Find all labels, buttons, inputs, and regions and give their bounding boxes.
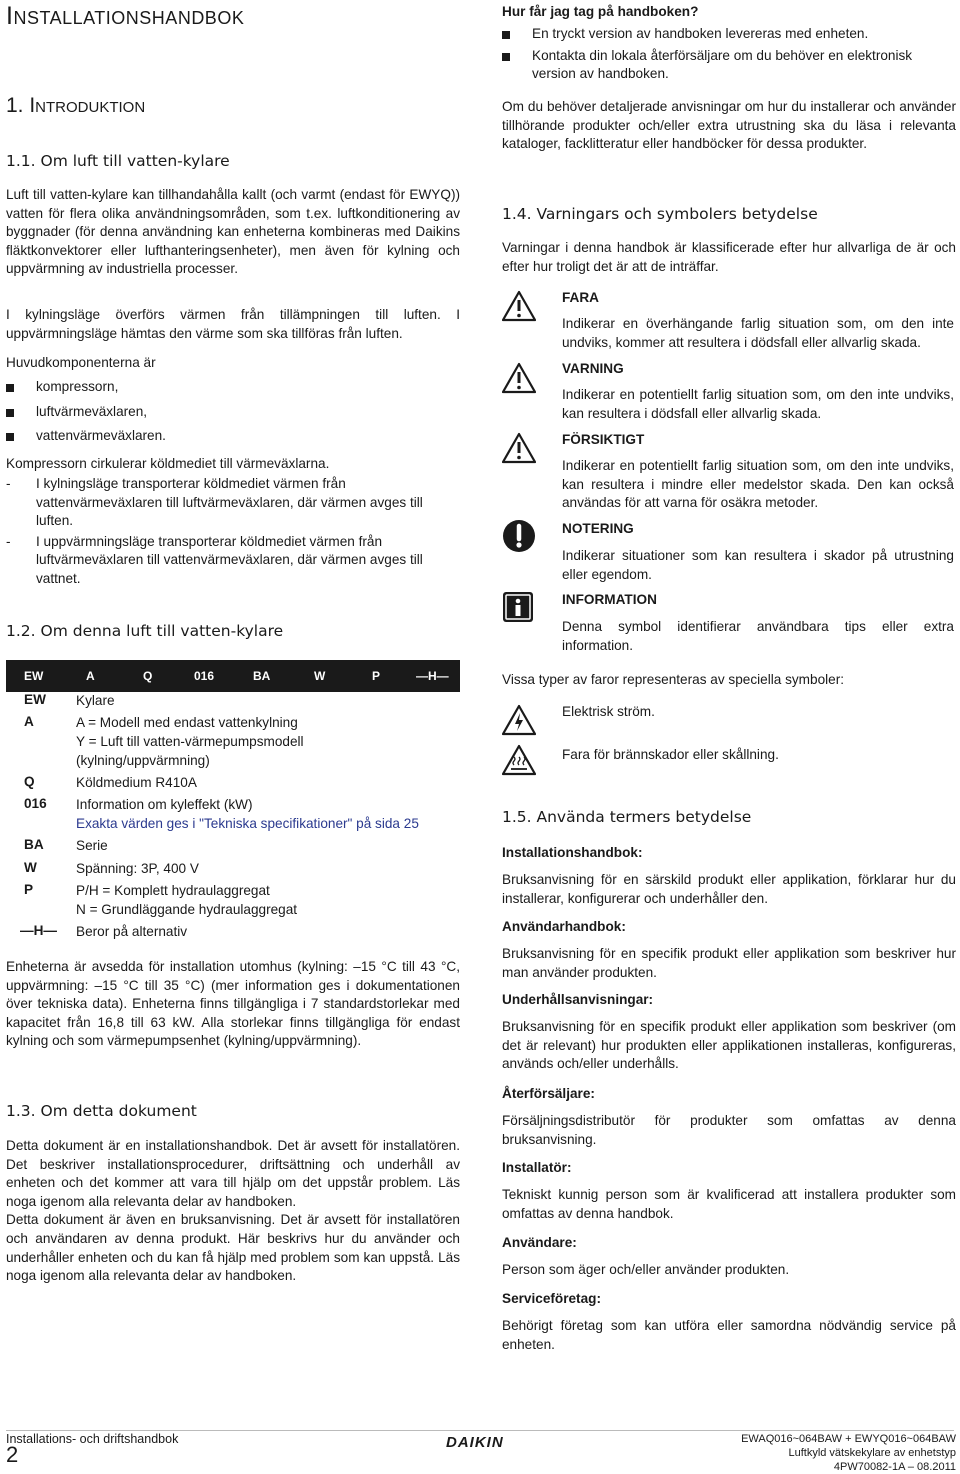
daikin-logo: DAIKIN bbox=[446, 1434, 504, 1451]
compressor-paragraph: Kompressorn cirkulerar köldmediet till värmeväxlarna. bbox=[6, 456, 330, 471]
warnings-intro: Varningar i denna handbok är klassificerade efter hur allvarliga de är och efter hur troligt det är att de inträffar. bbox=[502, 240, 956, 274]
refrigerant-dash-list bbox=[6, 475, 460, 589]
term-serviceforetag: Serviceföretag: bbox=[502, 1291, 601, 1306]
info-icon bbox=[502, 591, 542, 631]
term-anvandarhandbok: Användarhandbok: bbox=[502, 919, 626, 934]
hot-surface-icon bbox=[502, 744, 542, 784]
bullet-square-icon bbox=[6, 433, 14, 441]
term-underhallsanvisningar: Underhållsanvisningar: bbox=[502, 992, 654, 1007]
warning-title-varning: VARNING bbox=[562, 361, 624, 376]
page-number: 2 bbox=[6, 1442, 19, 1467]
list-item: - I kylningsläge transporterar köldmediet värmen från vattenvärmeväxlaren till luftvärmeväxlaren, där värmen avges till luften. bbox=[6, 476, 423, 529]
bullet-square-icon bbox=[502, 31, 510, 39]
header-cell: W bbox=[314, 669, 326, 683]
warning-text-danger: Indikerar en överhängande farlig situation som, om den inte undviks, kommer att resultera i dödsfall eller allvarlig skada. bbox=[562, 316, 954, 350]
list-item: luftvärmeväxlaren, bbox=[6, 403, 460, 422]
warning-title-danger: FARA bbox=[562, 290, 600, 305]
installation-paragraph: Enheterna är avsedda för installation utomhus (kylning: –15 °C till 43 °C, uppvärmning: –15 °C till 35 °C) (mer information ges i dokumentationen över tekniska data). Enheterna finns tillgängliga i 7 standardstorlekar med kapacitet från 16,8 till 63 kW. Alla storlekar finns tillgängliga för endast kylning och som värmepumpsenhet (kylning/uppvärmning). bbox=[6, 959, 460, 1049]
electric-shock-icon bbox=[502, 704, 542, 744]
warning-text-caution: Indikerar en potentiellt farlig situation som, om den inte undviks, kan resultera i mindre eller medelstor skada. Den kan också användas för att varna för osäkra metoder. bbox=[562, 458, 954, 511]
footer-doc-number: 4PW70082-1A – 08.2011 bbox=[833, 1461, 956, 1473]
term-def-installationshandbok: Bruksanvisning för en särskild produkt eller applikation, förklarar hur du installerar, konfigurerar och underhåller den. bbox=[502, 872, 956, 906]
varning-warning-triangle-icon bbox=[502, 362, 542, 402]
subsection-title-1-2: 1.2. Om denna luft till vatten-kylare bbox=[6, 622, 284, 640]
header-cell: Q bbox=[143, 669, 153, 683]
list-item: kompressorn, bbox=[6, 378, 460, 397]
document-paragraph-2: Detta dokument är även en bruksanvisning. Det är avsett för installatören och användaren av denna produkt. Här beskrivs hur du använder och underhåller enheten och du kan få hjälp med problem som kan uppstå. Läs noga igenom alla relevanta delar av handboken. bbox=[6, 1212, 460, 1284]
term-def-underhallsanvisningar: Bruksanvisning för en specifik produkt eller applikation som beskriver (om det är relevant) hur produkten eller applikationen installeras, konfigureras, används och/eller underhålls. bbox=[502, 1019, 956, 1072]
list-item: - I uppvärmningsläge transporterar köldmediet värmen från luftvärmeväxlaren till vattenvärmeväxlaren, där värmen avges till vattnet. bbox=[6, 533, 423, 586]
warning-title-caution: FÖRSIKTIGT bbox=[562, 432, 645, 447]
header-cell: A bbox=[86, 669, 95, 683]
subsection-title-1-3: 1.3. Om detta dokument bbox=[6, 1102, 197, 1120]
header-cell: 016 bbox=[194, 669, 215, 683]
header-cell: P bbox=[372, 669, 381, 683]
term-anvandare: Användare: bbox=[502, 1235, 577, 1250]
document-paragraphs bbox=[6, 1137, 460, 1286]
components-list bbox=[6, 378, 460, 446]
subsection-title-1-4: 1.4. Varningars och symbolers betydelse bbox=[502, 205, 818, 223]
list-item: vattenvärmeväxlaren. bbox=[6, 427, 460, 446]
section-title-introduction: 1. Introduktion bbox=[6, 94, 146, 117]
warning-text-notering: Indikerar situationer som kan resultera i skador på utrustning eller egendom. bbox=[562, 548, 954, 582]
term-def-installator: Tekniskt kunnig person som är kvalificerad att installera produkter som omfattas av denna handbok. bbox=[502, 1187, 956, 1221]
page-title: Installationshandbok bbox=[6, 2, 245, 30]
footer-subtitle: Luftkyld vätskekylare av enhetstyp bbox=[788, 1447, 956, 1459]
danger-warning-triangle-icon bbox=[502, 290, 542, 330]
special-text-burn: Fara för brännskador eller skållning. bbox=[562, 747, 779, 762]
components-intro: Huvudkomponenterna är bbox=[6, 355, 156, 370]
handbook-question-title: Hur får jag tag på handboken? bbox=[502, 4, 699, 19]
model-code-header bbox=[6, 660, 460, 692]
list-item: En tryckt version av handboken levereras med enheten. bbox=[502, 25, 956, 44]
footer-product-info bbox=[741, 1432, 956, 1474]
term-def-aterforsaljare: Försäljningsdistributör för produkter som omfattas av denna bruksanvisning. bbox=[502, 1113, 956, 1147]
bullet-square-icon bbox=[502, 53, 510, 61]
installation-paragraph-block bbox=[6, 958, 460, 1051]
warning-title-information: INFORMATION bbox=[562, 592, 657, 607]
special-text-electric: Elektrisk ström. bbox=[562, 704, 655, 719]
subsection-title-1-5: 1.5. Använda termers betydelse bbox=[502, 808, 752, 826]
exclamation-circle-icon bbox=[502, 519, 542, 559]
term-aterforsaljare: Återförsäljare: bbox=[502, 1086, 595, 1101]
footer-model: EWAQ016~064BAW + EWYQ016~064BAW bbox=[741, 1433, 956, 1445]
intro-paragraph: Luft till vatten-kylare kan tillhandahålla kallt (och varmt (endast för EWYQ)) vatten för flera olika användningsområden, som t.ex. luftkonditionering av byggnader (för denna användning kan enheterna kombineras med Daikins fläktkonvektorer eller lufthanteringsenheter), men även för kylning och uppvärmning av industriella processer. bbox=[6, 187, 460, 277]
bullet-square-icon bbox=[6, 384, 14, 392]
special-symbols-intro: Vissa typer av faror representeras av speciella symboler: bbox=[502, 672, 845, 687]
warning-title-notering: NOTERING bbox=[562, 521, 634, 536]
bullet-square-icon bbox=[6, 409, 14, 417]
specifications-link[interactable]: Exakta värden ges i "Tekniska specifikationer" på sida 25 bbox=[76, 816, 419, 831]
footer-manual-title: Installations- och driftshandbok bbox=[6, 1432, 179, 1446]
header-cell: EW bbox=[24, 669, 44, 683]
term-def-anvandare: Person som äger och/eller använder produkten. bbox=[502, 1262, 790, 1277]
term-installationshandbok: Installationshandbok: bbox=[502, 845, 643, 860]
header-cell: BA bbox=[253, 669, 271, 683]
header-cell: —H— bbox=[416, 669, 449, 683]
mode-paragraph: I kylningsläge överförs värmen från tillämpningen till luften. I uppvärmningsläge hämtas den värme som ska tillföras från luften. bbox=[6, 307, 460, 341]
detailed-instructions-paragraph: Om du behöver detaljerade anvisningar om hur du installerar och använder tillhörande produkter och/eller extra utrustning ska du läsa i relevanta kataloger, facklitteratur eller handböcker för dessa produkter. bbox=[502, 99, 956, 152]
term-installator: Installatör: bbox=[502, 1160, 572, 1175]
warning-text-varning: Indikerar en potentiellt farlig situation som, om den inte undviks, kan resultera i dödsfall eller allvarlig skada. bbox=[562, 387, 954, 421]
document-paragraph-1: Detta dokument är en installationshandbok. Det är avsett för installatören. Det beskriver installationsprocedurer, driftsättning och underhåll av enheten och det kommer att vara till hjälp om det uppstår problem. Läs noga igenom alla relevanta delar av handboken. bbox=[6, 1138, 460, 1209]
footer-divider bbox=[6, 1430, 954, 1431]
subsection-title-1-1: 1.1. Om luft till vatten-kylare bbox=[6, 152, 230, 170]
term-def-serviceforetag: Behörigt företag som kan utföra eller samordna nödvändig service på enheten. bbox=[502, 1318, 956, 1352]
handbook-list bbox=[502, 25, 956, 84]
model-code-table: EW A Q 016 BA W P —H— EW Kylare A A = Modell med endast vattenkylning Y = Luft till vatten-värmepumpsmodell (kylning/uppvärmning) Q Köldmedium R410A 016 Information om kyleffekt (kW) Exakta värden ges i "Tekniska specifikationer" på sida 25 BA Serie W Spänning: 3P, 400 V P P/H = Komplett hydraulaggregat N = Grundläggande hydraulaggregat —H— Beror på alternativ bbox=[6, 660, 460, 692]
warning-text-information: Denna symbol identifierar användbara tips eller extra information. bbox=[562, 619, 954, 653]
list-item: Kontakta din lokala återförsäljare om du behöver en elektronisk version av handboken. bbox=[502, 47, 956, 84]
caution-warning-triangle-icon bbox=[502, 432, 542, 472]
term-def-anvandarhandbok: Bruksanvisning för en specifik produkt eller applikation som beskriver hur man använder produkten. bbox=[502, 946, 956, 980]
